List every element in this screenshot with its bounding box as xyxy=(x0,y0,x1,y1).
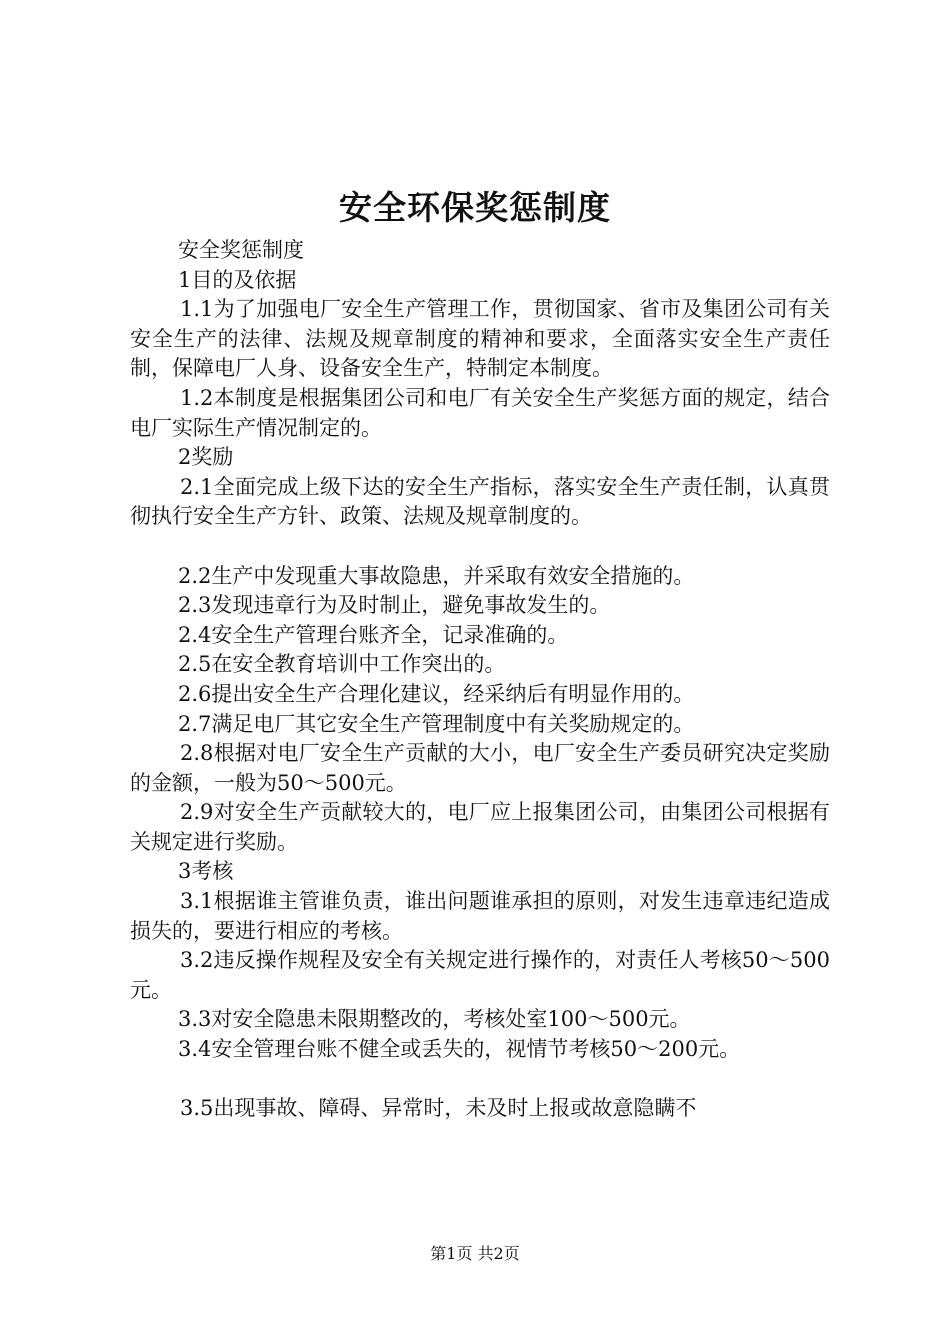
paragraph: 2.5在安全教育培训中工作突出的。 xyxy=(178,652,506,677)
section-heading: 1目的及依据 xyxy=(178,267,297,292)
paragraph: 3.5出现事故、障碍、异常时，未及时上报或故意隐瞒不 xyxy=(180,1096,697,1121)
paragraph: 2.7满足电厂其它安全生产管理制度中有关奖励规定的。 xyxy=(178,711,695,736)
section-heading: 3考核 xyxy=(178,859,234,884)
paragraph: 2.6提出安全生产合理化建议，经采纳后有明显作用的。 xyxy=(178,681,695,706)
paragraph: 2.1全面完成上级下达的安全生产指标，落实安全生产责任制，认真贯彻执行安全生产方针、政策、法规及规章制度的。 xyxy=(130,474,830,529)
paragraph: 1.1为了加强电厂安全生产管理工作，贯彻国家、省市及集团公司有关安全生产的法律、法规及规章制度的精神和要求，全面落实安全生产责任制，保障电厂人身、设备安全生产，特制定本制度。 xyxy=(130,297,830,381)
document-body xyxy=(130,236,830,1124)
page-footer: 第1页 共2页 xyxy=(430,1244,520,1263)
paragraph: 2.8根据对电厂安全生产贡献的大小，电厂安全生产委员研究决定奖励的金额，一般为50～500元。 xyxy=(130,741,830,795)
section-heading: 2奖励 xyxy=(178,445,234,470)
blank-line xyxy=(130,532,830,562)
paragraph: 2.2生产中发现重大事故隐患，并采取有效安全措施的。 xyxy=(178,563,695,588)
document-title: 安全环保奖惩制度 xyxy=(339,188,611,227)
paragraph: 1.2本制度是根据集团公司和电厂有关安全生产奖惩方面的规定，结合电厂实际生产情况制定的。 xyxy=(130,385,830,440)
paragraph: 2.9对安全生产贡献较大的，电厂应上报集团公司，由集团公司根据有关规定进行奖励。 xyxy=(130,800,830,854)
blank-line xyxy=(130,1065,830,1095)
paragraph: 3.1根据谁主管谁负责，谁出问题谁承担的原则，对发生违章违纪造成损失的，要进行相应的考核。 xyxy=(130,889,830,943)
paragraph: 安全奖惩制度 xyxy=(178,238,304,262)
paragraph: 3.4安全管理台账不健全或丢失的，视情节考核50～200元。 xyxy=(178,1037,741,1062)
paragraph: 3.2违反操作规程及安全有关规定进行操作的，对责任人考核50～500元。 xyxy=(130,948,830,1002)
paragraph: 2.4安全生产管理台账齐全，记录准确的。 xyxy=(178,622,569,647)
paragraph: 2.3发现违章行为及时制止，避免事故发生的。 xyxy=(178,593,611,618)
paragraph: 3.3对安全隐患未限期整改的，考核处室100～500元。 xyxy=(178,1007,691,1032)
